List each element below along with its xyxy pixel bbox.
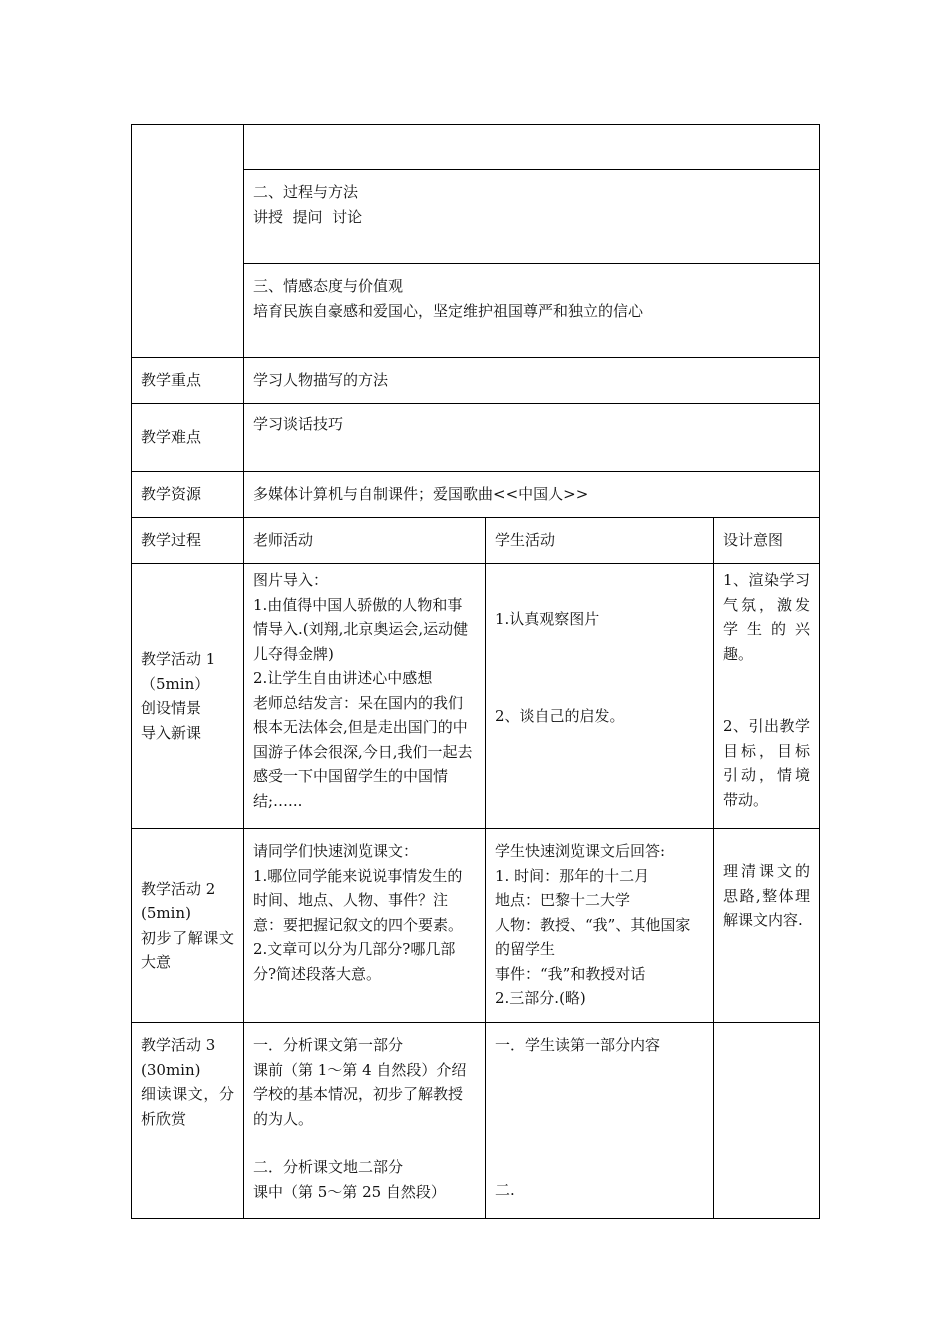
activity1-intent [714,564,820,829]
activity1-student-line: 1.认真观察图片 [495,610,600,628]
activity3-student [486,1023,714,1219]
header-student: 学生活动 [486,518,714,564]
activity1-intent-line: 1、渲染学习气氛，激发学生的兴趣。 [723,571,811,663]
activity2-student-line: 1. 时间：那年的十二月 [495,866,650,885]
activity1-teacher-line: 1.由值得中国人骄傲的人物和事情导入.(刘翔,北京奥运会,运动健儿夺得金牌) [253,595,469,663]
activity2-intent [714,829,820,1023]
goals-label-cell [132,125,244,358]
activity2-student-line: 人物：教授、“我”、其他国家的留学生 [495,915,691,958]
activity1-student [486,564,714,829]
activity1-intent-line: 2、引出教学目标，目标引动，情境带动。 [723,717,811,809]
activity1-teacher [244,564,486,829]
header-intent: 设计意图 [714,518,820,564]
activity1-label-line: 导入新课 [141,723,202,742]
process-title: 二、过程与方法 [253,183,359,201]
goals-top-cell [244,125,820,170]
activity2-intent-line: 理清课文的思路,整体理解课文内容. [723,862,811,929]
activity2-teacher-line: 2.文章可以分为几部分?哪几部分?简述段落大意。 [253,940,456,983]
difficulty-value: 学习谈话技巧 [244,404,820,472]
activity2-teacher-line: 1.哪位同学能来说说事情发生的时间、地点、人物、事件？注意：要把握记叙文的四个要素。 [253,866,464,934]
activity2-label-line: (5min) [141,904,191,922]
emotion-cell [244,264,820,358]
process-text: 讲授 提问 讨论 [253,207,363,226]
activity1-teacher-line: 图片导入： [253,571,329,589]
activity2-student-line: 学生快速浏览课文后回答: [495,842,666,860]
key-point-label: 教学重点 [132,358,244,404]
activity1-label-line: 创设情景 [141,699,202,717]
activity3-label-line: 细读课文，分析欣赏 [141,1085,234,1128]
activity2-student-line: 2.三部分.(略) [495,989,586,1007]
activity2-student-line: 地点：巴黎十二大学 [495,891,631,909]
difficulty-label: 教学难点 [132,404,244,472]
resources-value: 多媒体计算机与自制课件；爱国歌曲<<中国人>> [244,472,820,518]
lesson-plan-table [131,124,820,1219]
activity1-student-line: 2、谈自己的启发。 [495,706,625,725]
activity3-teacher-line: 课前（第 1～第 4 自然段）介绍学校的基本情况，初步了解教授的为人。 [253,1060,467,1128]
header-process: 教学过程 [132,518,244,564]
activity1-label-line: 教学活动 1 [141,650,216,668]
activity3-label-line: (30min) [141,1060,201,1079]
activity2-label-line: 初步了解课文大意 [141,928,234,971]
activity3-teacher-line: 一．分析课文第一部分 [253,1036,404,1054]
activity2-teacher [244,829,486,1023]
resources-label: 教学资源 [132,472,244,518]
activity2-teacher-line: 请同学们快速浏览课文： [253,842,419,860]
activity3-label-line: 教学活动 3 [141,1036,216,1054]
activity3-label [132,1023,244,1219]
header-teacher: 老师活动 [244,518,486,564]
emotion-text: 培育民族自豪感和爱国心，坚定维护祖国尊严和独立的信心 [253,301,644,320]
activity1-teacher-line: 2.让学生自由讲述心中感想 [253,669,433,687]
process-method-cell [244,170,820,264]
activity2-student-line: 事件：“我”和教授对话 [495,964,646,983]
activity3-teacher [244,1023,486,1219]
activity2-label-line: 教学活动 2 [141,879,216,898]
emotion-title: 三、情感态度与价值观 [253,277,404,295]
key-point-value: 学习人物描写的方法 [244,358,820,404]
activity2-label [132,829,244,1023]
activity2-student [486,829,714,1023]
activity1-teacher-line: 老师总结发言：呆在国内的我们根本无法体会,但是走出国门的中国游子体会很深,今日,我们一起去感受一下中国留学生的中国情结;…... [253,693,473,810]
activity1-label-line: （5min） [141,674,210,693]
activity3-student-line: 二. [495,1180,515,1199]
activity1-label [132,564,244,829]
activity3-intent [714,1023,820,1219]
activity3-teacher-line: 课中（第 5～第 25 自然段） [253,1182,446,1201]
activity3-student-line: 一．学生读第一部分内容 [495,1036,661,1054]
activity3-teacher-line: 二．分析课文地二部分 [253,1158,404,1176]
